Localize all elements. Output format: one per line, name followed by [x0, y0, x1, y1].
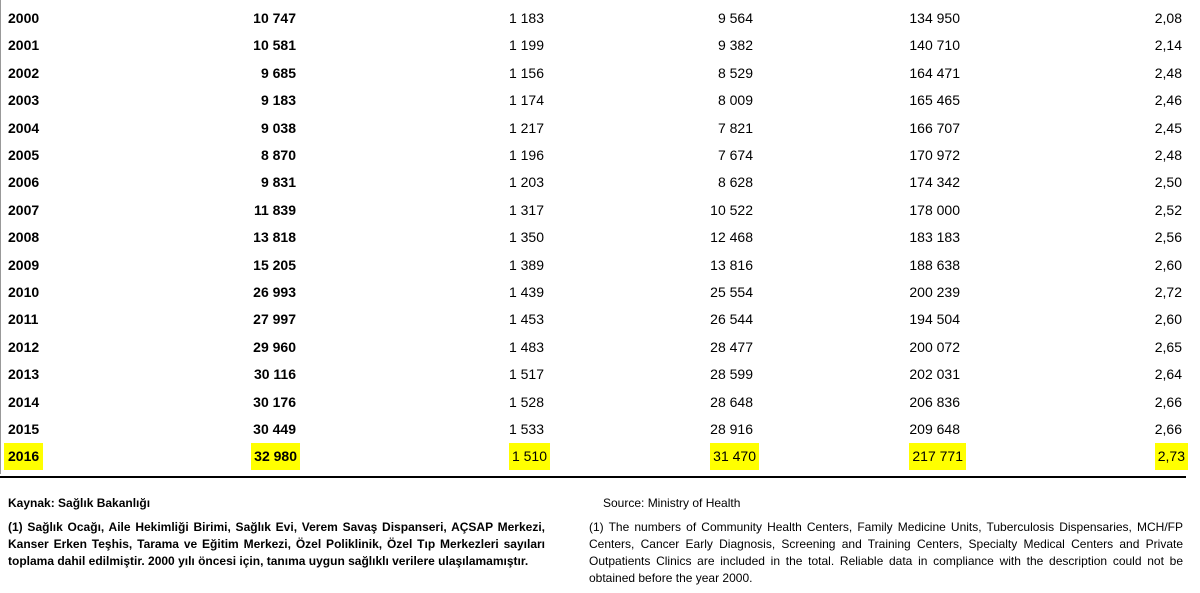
total-cell: 29 960 [253, 338, 296, 355]
col4-cell: 200 072 [909, 338, 960, 355]
table-row [0, 361, 1200, 388]
total-cell: 15 205 [253, 256, 296, 273]
total-cell: 9 183 [260, 92, 296, 109]
ratio-cell: 2,73 [1155, 443, 1188, 470]
col2-cell: 1 203 [508, 174, 544, 191]
col2-cell: 1 453 [508, 311, 544, 328]
ratio-cell: 2,50 [1154, 174, 1182, 191]
col2-cell: 1 317 [508, 201, 544, 218]
table-row [0, 60, 1200, 87]
col2-cell: 1 156 [508, 64, 544, 81]
ratio-cell: 2,65 [1154, 338, 1182, 355]
table-row [0, 142, 1200, 169]
table-row [0, 115, 1200, 142]
col2-cell: 1 483 [508, 338, 544, 355]
total-cell: 26 993 [253, 284, 296, 300]
table-row [0, 389, 1200, 416]
col3-cell: 8 628 [717, 174, 753, 191]
year-cell: 2015 [8, 421, 40, 437]
col2-cell: 1 510 [509, 443, 550, 470]
col4-cell: 209 648 [909, 421, 960, 437]
total-cell: 10 747 [253, 10, 296, 26]
col3-cell: 9 382 [717, 37, 753, 54]
table-row [0, 252, 1200, 279]
ratio-cell: 2,46 [1154, 92, 1182, 109]
col3-cell: 13 816 [710, 256, 753, 273]
ratio-cell: 2,56 [1154, 229, 1182, 246]
total-cell: 27 997 [253, 311, 296, 328]
col3-cell: 12 468 [710, 229, 753, 246]
col4-cell: 165 465 [909, 92, 960, 109]
col2-cell: 1 389 [508, 256, 544, 273]
col4-cell: 164 471 [909, 64, 960, 81]
col3-cell: 28 477 [710, 338, 753, 355]
col2-cell: 1 196 [508, 147, 544, 163]
table-bottom-rule [0, 476, 1186, 478]
total-cell: 10 581 [253, 37, 296, 54]
col4-cell: 200 239 [909, 284, 960, 300]
col4-cell: 174 342 [909, 174, 960, 191]
table-row [0, 32, 1200, 59]
col3-cell: 7 674 [717, 147, 753, 163]
year-cell: 2010 [8, 284, 40, 300]
ratio-cell: 2,72 [1154, 284, 1182, 300]
table-left-border [0, 0, 1, 474]
total-cell: 9 831 [260, 174, 296, 191]
footnote-turkish: (1) Sağlık Ocağı, Aile Hekimliği Birimi, Sağlık Evi, Verem Savaş Dispanseri, AÇSAP Merkezi, Kanser Erken Teşhis, Tarama ve Eğitim Merkezi, Özel Poliklinik, Özel Tıp Merkezleri sayıları toplama dahil edilmiştir. 2000 yılı öncesi için, tanıma uygun sağlıklı verilere ulaşılamamıştır. [8, 520, 545, 568]
col3-cell: 25 554 [710, 284, 753, 300]
col4-cell: 140 710 [909, 37, 960, 54]
table-row [0, 5, 1200, 32]
col2-cell: 1 199 [508, 37, 544, 54]
year-cell: 2006 [8, 174, 40, 191]
year-cell: 2000 [8, 10, 40, 26]
col3-cell: 28 599 [710, 366, 753, 383]
table-row [0, 416, 1200, 443]
ratio-cell: 2,66 [1154, 393, 1182, 410]
col4-cell: 194 504 [909, 311, 960, 328]
col4-cell: 178 000 [909, 201, 960, 218]
ratio-cell: 2,08 [1154, 10, 1182, 26]
col4-cell: 202 031 [909, 366, 960, 383]
year-cell: 2012 [8, 338, 40, 355]
col3-cell: 31 470 [710, 443, 759, 470]
col2-cell: 1 528 [508, 393, 544, 410]
table-row [0, 334, 1200, 361]
table-row [0, 87, 1200, 114]
total-cell: 8 870 [260, 147, 296, 163]
col3-cell: 7 821 [717, 119, 753, 136]
col2-cell: 1 174 [508, 92, 544, 109]
year-cell: 2003 [8, 92, 40, 109]
col3-cell: 8 009 [717, 92, 753, 109]
year-cell: 2001 [8, 37, 40, 54]
col4-cell: 217 771 [909, 443, 966, 470]
ratio-cell: 2,60 [1154, 311, 1182, 328]
col2-cell: 1 350 [508, 229, 544, 246]
table-row [0, 224, 1200, 251]
year-cell: 2013 [8, 366, 40, 383]
col2-cell: 1 439 [508, 284, 544, 300]
table-row [0, 169, 1200, 196]
col4-cell: 188 638 [909, 256, 960, 273]
ratio-cell: 2,64 [1154, 366, 1182, 383]
source-turkish: Kaynak: Sağlık Bakanlığı [8, 496, 151, 510]
ratio-cell: 2,48 [1154, 147, 1182, 163]
year-cell: 2004 [8, 119, 40, 136]
year-cell: 2009 [8, 256, 40, 273]
year-cell: 2007 [8, 201, 40, 218]
source-english: Source: Ministry of Health [603, 496, 741, 510]
ratio-cell: 2,45 [1154, 119, 1182, 136]
table-row [0, 197, 1200, 224]
ratio-cell: 2,52 [1154, 201, 1182, 218]
year-cell: 2014 [8, 393, 40, 410]
col4-cell: 134 950 [909, 10, 960, 26]
col3-cell: 28 916 [710, 421, 753, 437]
col3-cell: 28 648 [710, 393, 753, 410]
total-cell: 9 685 [260, 64, 296, 81]
col3-cell: 10 522 [710, 201, 753, 218]
col4-cell: 206 836 [909, 393, 960, 410]
col3-cell: 8 529 [717, 64, 753, 81]
col4-cell: 166 707 [909, 119, 960, 136]
col3-cell: 9 564 [717, 10, 753, 26]
table-row [0, 279, 1200, 306]
ratio-cell: 2,48 [1154, 64, 1182, 81]
year-cell: 2002 [8, 64, 40, 81]
year-cell: 2008 [8, 229, 40, 246]
table-row [0, 306, 1200, 333]
col2-cell: 1 533 [508, 421, 544, 437]
total-cell: 30 176 [253, 393, 296, 410]
ratio-cell: 2,66 [1154, 421, 1182, 437]
footnote-english: (1) The numbers of Community Health Centers, Family Medicine Units, Tuberculosis Dispensaries, MCH/FP Centers, Cancer Early Diagnosis, Screening and Training Centers, Specialty Medical Centers and Private Outpatients Clinics are included in the total. Reliable data in compliance with the description could not be obtained before the year 2000. [589, 520, 1183, 585]
total-cell: 30 116 [253, 366, 296, 383]
ratio-cell: 2,14 [1154, 37, 1182, 54]
col4-cell: 170 972 [909, 147, 960, 163]
col2-cell: 1 183 [508, 10, 544, 26]
table-row [0, 443, 1200, 470]
col3-cell: 26 544 [710, 311, 753, 328]
total-cell: 9 038 [260, 119, 296, 136]
year-cell: 2016 [4, 443, 43, 470]
col2-cell: 1 517 [508, 366, 544, 383]
col4-cell: 183 183 [909, 229, 960, 246]
year-cell: 2011 [8, 311, 39, 328]
col2-cell: 1 217 [508, 119, 544, 136]
year-cell: 2005 [8, 147, 40, 163]
total-cell: 13 818 [253, 229, 296, 246]
total-cell: 32 980 [251, 443, 300, 470]
ratio-cell: 2,60 [1154, 256, 1182, 273]
total-cell: 30 449 [253, 421, 296, 437]
total-cell: 11 839 [253, 201, 296, 218]
